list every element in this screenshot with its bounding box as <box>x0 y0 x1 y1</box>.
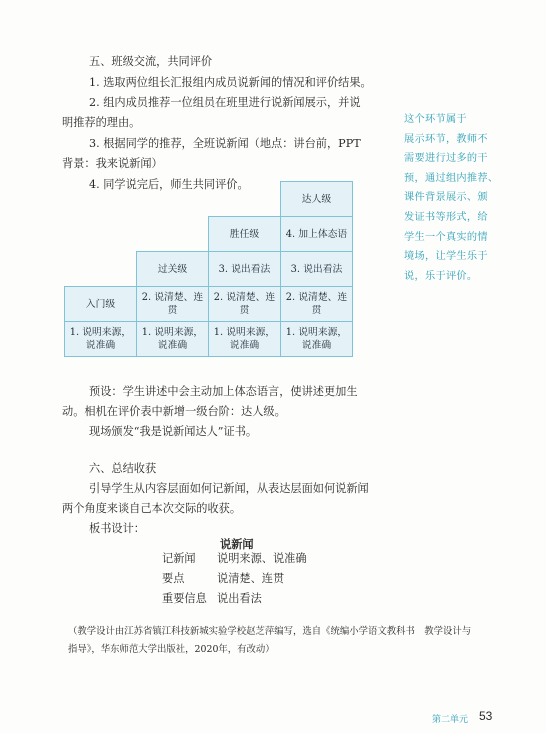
credit-line: 指导》，华东师范大学出版社，2020年，有改动） <box>68 644 275 655</box>
board-title: 说新闻 <box>220 537 254 551</box>
side-note-line: 需要进行过多的干 <box>404 153 488 165</box>
side-note-line: 预，通过组内推荐、 <box>404 172 499 184</box>
criteria-cell: 3. 说出看法 <box>209 252 281 287</box>
side-note-line: 展示环节，教师不 <box>404 133 488 145</box>
criteria-cell: 4. 加上体态语 <box>281 217 353 252</box>
board-key: 重要信息 <box>162 592 207 605</box>
list-item: 3. 根据同学的推荐，全班说新闻（地点：讲台前，PPT <box>89 137 361 150</box>
criteria-cell: 2. 说清楚、连贯 <box>137 287 209 322</box>
list-item: 4. 同学说完后，师生共同评价。 <box>89 178 249 191</box>
board-value: 说清楚、连贯 <box>217 572 285 585</box>
board-design-label: 板书设计： <box>89 522 145 535</box>
criteria-cell: 2. 说清楚、连贯 <box>209 287 281 322</box>
paragraph-line: 预设：学生讲述中会主动加上体态语言，使讲述更加生 <box>89 385 358 398</box>
side-note-line: 课件背景展示、颁 <box>404 192 488 204</box>
paragraph-line: 引导学生从内容层面如何记新闻，从表达层面如何说新闻 <box>89 482 369 495</box>
level-cell-competent: 胜任级 <box>209 217 281 252</box>
level-cell-pass: 过关级 <box>137 252 209 287</box>
paragraph-line: 动。相机在评价表中新增一级台阶：达人级。 <box>62 405 286 418</box>
evaluation-staircase <box>64 181 353 357</box>
level-cell-expert: 达人级 <box>281 182 353 217</box>
credit-line: （教学设计由江苏省镇江科技新城实验学校赵芝萍编写，选自《统编小学语文教科书 教学设计与 <box>68 626 472 637</box>
board-value: 说明来源、说准确 <box>217 552 307 565</box>
page-number: 53 <box>479 709 493 723</box>
criteria-cell: 1. 说明来源，说准确 <box>137 322 209 357</box>
section-heading: 五、班级交流，共同评价 <box>89 55 213 68</box>
side-note-line: 发证书等形式，给 <box>404 211 488 223</box>
paragraph-line: 两个角度来谈自己本次交际的收获。 <box>62 502 242 515</box>
side-note-line: 这个环节属于 <box>404 114 467 125</box>
side-note-line: 学生一个真实的情 <box>404 231 488 243</box>
criteria-cell: 2. 说清楚、连贯 <box>281 287 353 322</box>
unit-label: 第二单元 <box>432 715 469 725</box>
list-item-cont: 明推荐的理由。 <box>62 116 141 129</box>
board-value: 说出看法 <box>217 592 262 605</box>
side-note-line: 境场，让学生乐于 <box>404 251 488 263</box>
list-item: 2. 组内成员推荐一位组员在班里进行说新闻展示，并说 <box>89 96 361 109</box>
criteria-cell: 1. 说明来源，说准确 <box>209 322 281 357</box>
criteria-cell: 1. 说明来源，说准确 <box>65 322 137 357</box>
side-note-line: 说，乐于评价。 <box>404 270 478 282</box>
board-key: 要点 <box>162 572 185 585</box>
list-item: 1. 选取两位组长汇报组内成员说新闻的情况和评价结果。 <box>89 76 372 89</box>
section-heading: 六、总结收获 <box>89 462 157 475</box>
paragraph-line: 现场颁发“我是说新闻达人”证书。 <box>89 425 258 438</box>
list-item-cont: 背景：我来说新闻） <box>62 157 163 170</box>
board-key: 记新闻 <box>162 552 196 565</box>
criteria-cell: 3. 说出看法 <box>281 252 353 287</box>
criteria-cell: 1. 说明来源，说准确 <box>281 322 353 357</box>
side-note <box>404 110 512 286</box>
level-cell-entry: 入门级 <box>65 287 137 322</box>
